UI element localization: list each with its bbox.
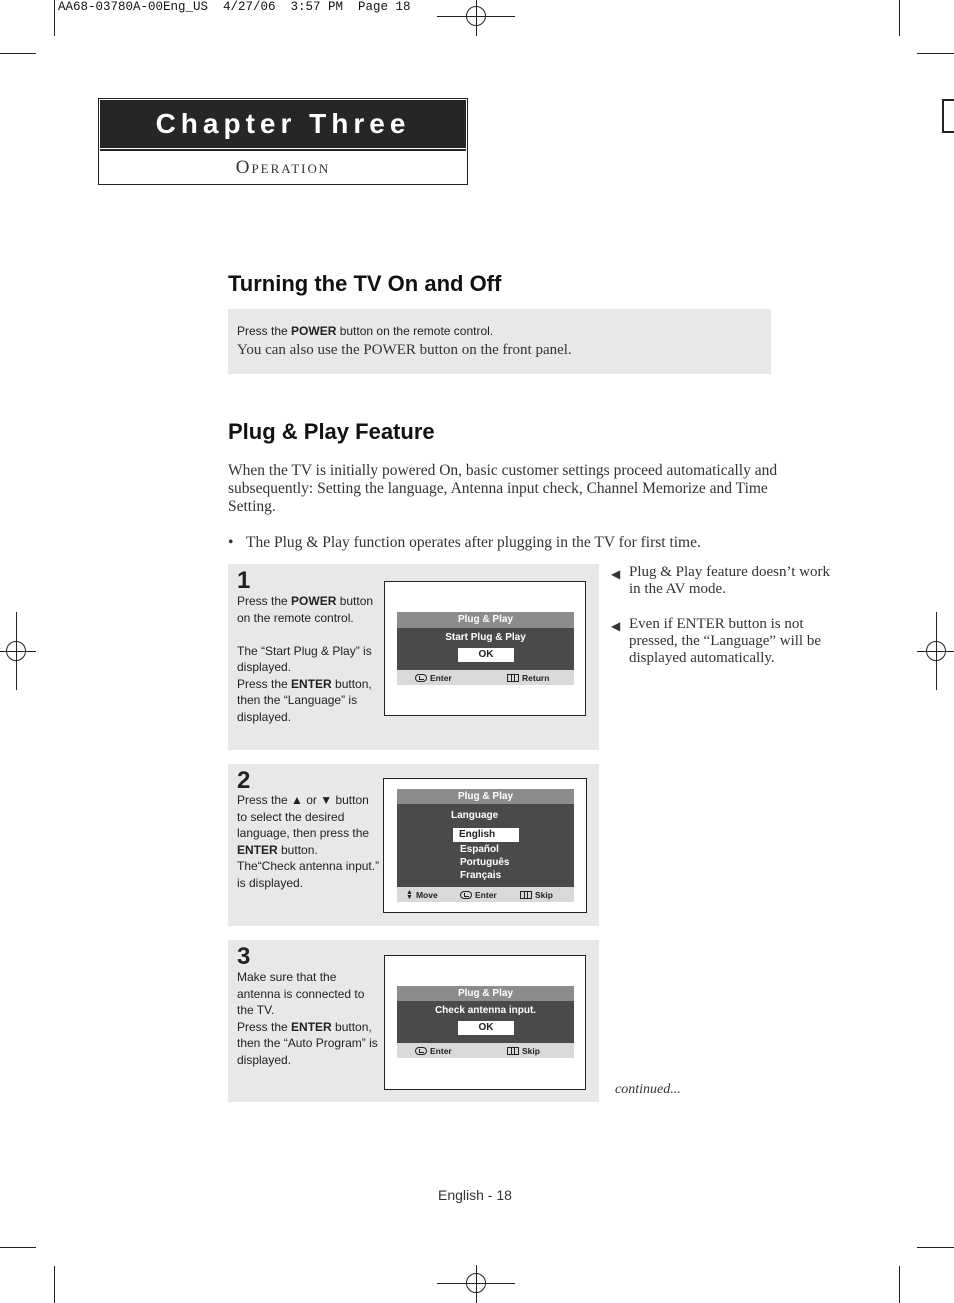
updown-arrow-icon: ▲ ▼: [406, 888, 413, 901]
osd-message: Language: [451, 810, 499, 821]
osd-message: Check antenna input.: [434, 1005, 537, 1016]
tv-screen: [384, 581, 586, 716]
menu-icon: [507, 1047, 519, 1055]
section-heading-power: Turning the TV On and Off: [228, 271, 502, 296]
crop-mark: [54, 1266, 55, 1303]
chapter-subtitle: OPERATION: [235, 157, 331, 178]
osd-footer: [397, 670, 574, 685]
osd-footer: [397, 1043, 574, 1058]
language-option-selected[interactable]: English: [453, 828, 519, 842]
crop-mark: [917, 53, 954, 54]
footer-enter: Enter: [415, 1043, 452, 1058]
registration-mark: [476, 0, 477, 36]
menu-icon: [507, 674, 519, 682]
side-note-av-mode: ◀ Plug & Play feature doesn’t work in the AV mode.: [611, 564, 830, 597]
footer-enter: Enter: [460, 887, 497, 902]
footer-skip: Skip: [507, 1043, 540, 1058]
step-2-text: Press the ▲ or ▼ button to select the desired language, then press the ENTER button. The“Check antenna input.” is displayed.: [237, 793, 380, 890]
step-3-panel: [228, 940, 599, 1102]
registration-mark: [476, 1265, 477, 1303]
registration-mark: [936, 612, 937, 690]
ok-button[interactable]: OK: [458, 648, 514, 662]
left-triangle-icon: ◀: [611, 619, 621, 633]
footer-skip: Skip: [520, 887, 553, 902]
tv-screen: [383, 778, 587, 913]
power-note-box: [228, 309, 771, 374]
osd-header: Plug & Play: [397, 612, 574, 628]
plug-play-intro: When the TV is initially powered On, basic customer settings proceed automatically and subsequently: Setting the language, Antenna input check, Channel Memorize and Time Setting.: [228, 462, 778, 515]
step-number: 3: [237, 943, 251, 970]
side-note-enter: ◀ Even if ENTER button is not pressed, the “Language” will be displayed automatically.: [611, 616, 822, 666]
footer-enter: Enter: [415, 670, 452, 685]
step-2-panel: [228, 764, 599, 926]
continued-note: continued...: [615, 1082, 681, 1097]
chapter-rule: [100, 149, 466, 151]
enter-icon: [460, 891, 472, 899]
crop-mark: [0, 1247, 36, 1248]
left-triangle-icon: ◀: [611, 567, 621, 581]
crop-mark: [0, 53, 36, 54]
language-option[interactable]: Português: [460, 857, 510, 868]
print-slug: AA68-03780A-00Eng_US 4/27/06 3:57 PM Page 18: [58, 0, 411, 14]
power-note-line1: Press the POWER button on the remote control.: [237, 324, 494, 338]
plug-play-bullet: • The Plug & Play function operates after plugging in the TV for first time.: [228, 534, 701, 551]
ok-button[interactable]: OK: [458, 1021, 514, 1035]
crop-mark: [899, 1266, 900, 1303]
footer-return: Return: [507, 670, 549, 685]
osd-body: [397, 1001, 574, 1043]
enter-icon: [415, 674, 427, 682]
menu-icon: [520, 891, 532, 899]
power-note-line2: You can also use the POWER button on the front panel.: [237, 342, 572, 358]
step-number: 1: [237, 567, 251, 594]
language-option[interactable]: Español: [460, 844, 499, 855]
step-1-panel: [228, 564, 599, 750]
footer-move: ▲ ▼ Move: [406, 888, 438, 901]
osd-header: Plug & Play: [397, 789, 574, 804]
registration-mark: [0, 651, 36, 652]
osd-message: Start Plug & Play: [445, 632, 526, 643]
page-footer: English - 18: [438, 1187, 512, 1203]
step-1-text: Press the POWER button on the remote control. The “Start Plug & Play” is displayed. Press the ENTER button, then the “Language” is displayed.: [237, 594, 374, 724]
tv-screen: [384, 955, 586, 1090]
crop-mark: [899, 0, 900, 36]
step-3-text: Make sure that the antenna is connected to the TV. Press the ENTER button, then the “Auto Program” is displayed.: [237, 970, 378, 1067]
enter-icon: [415, 1047, 427, 1055]
step-number: 2: [237, 767, 251, 794]
crop-mark: [54, 0, 55, 36]
osd-body: [397, 628, 574, 670]
section-heading-plug-play: Plug & Play Feature: [228, 419, 435, 444]
osd-header: Plug & Play: [397, 986, 574, 1001]
chapter-title: Chapter Three: [100, 100, 466, 148]
crop-mark: [917, 1247, 954, 1248]
registration-mark: [16, 612, 17, 690]
osd-footer: [397, 887, 574, 902]
page-tab-marker: [942, 99, 954, 133]
language-option[interactable]: Français: [460, 870, 502, 881]
osd-body: [397, 804, 574, 887]
